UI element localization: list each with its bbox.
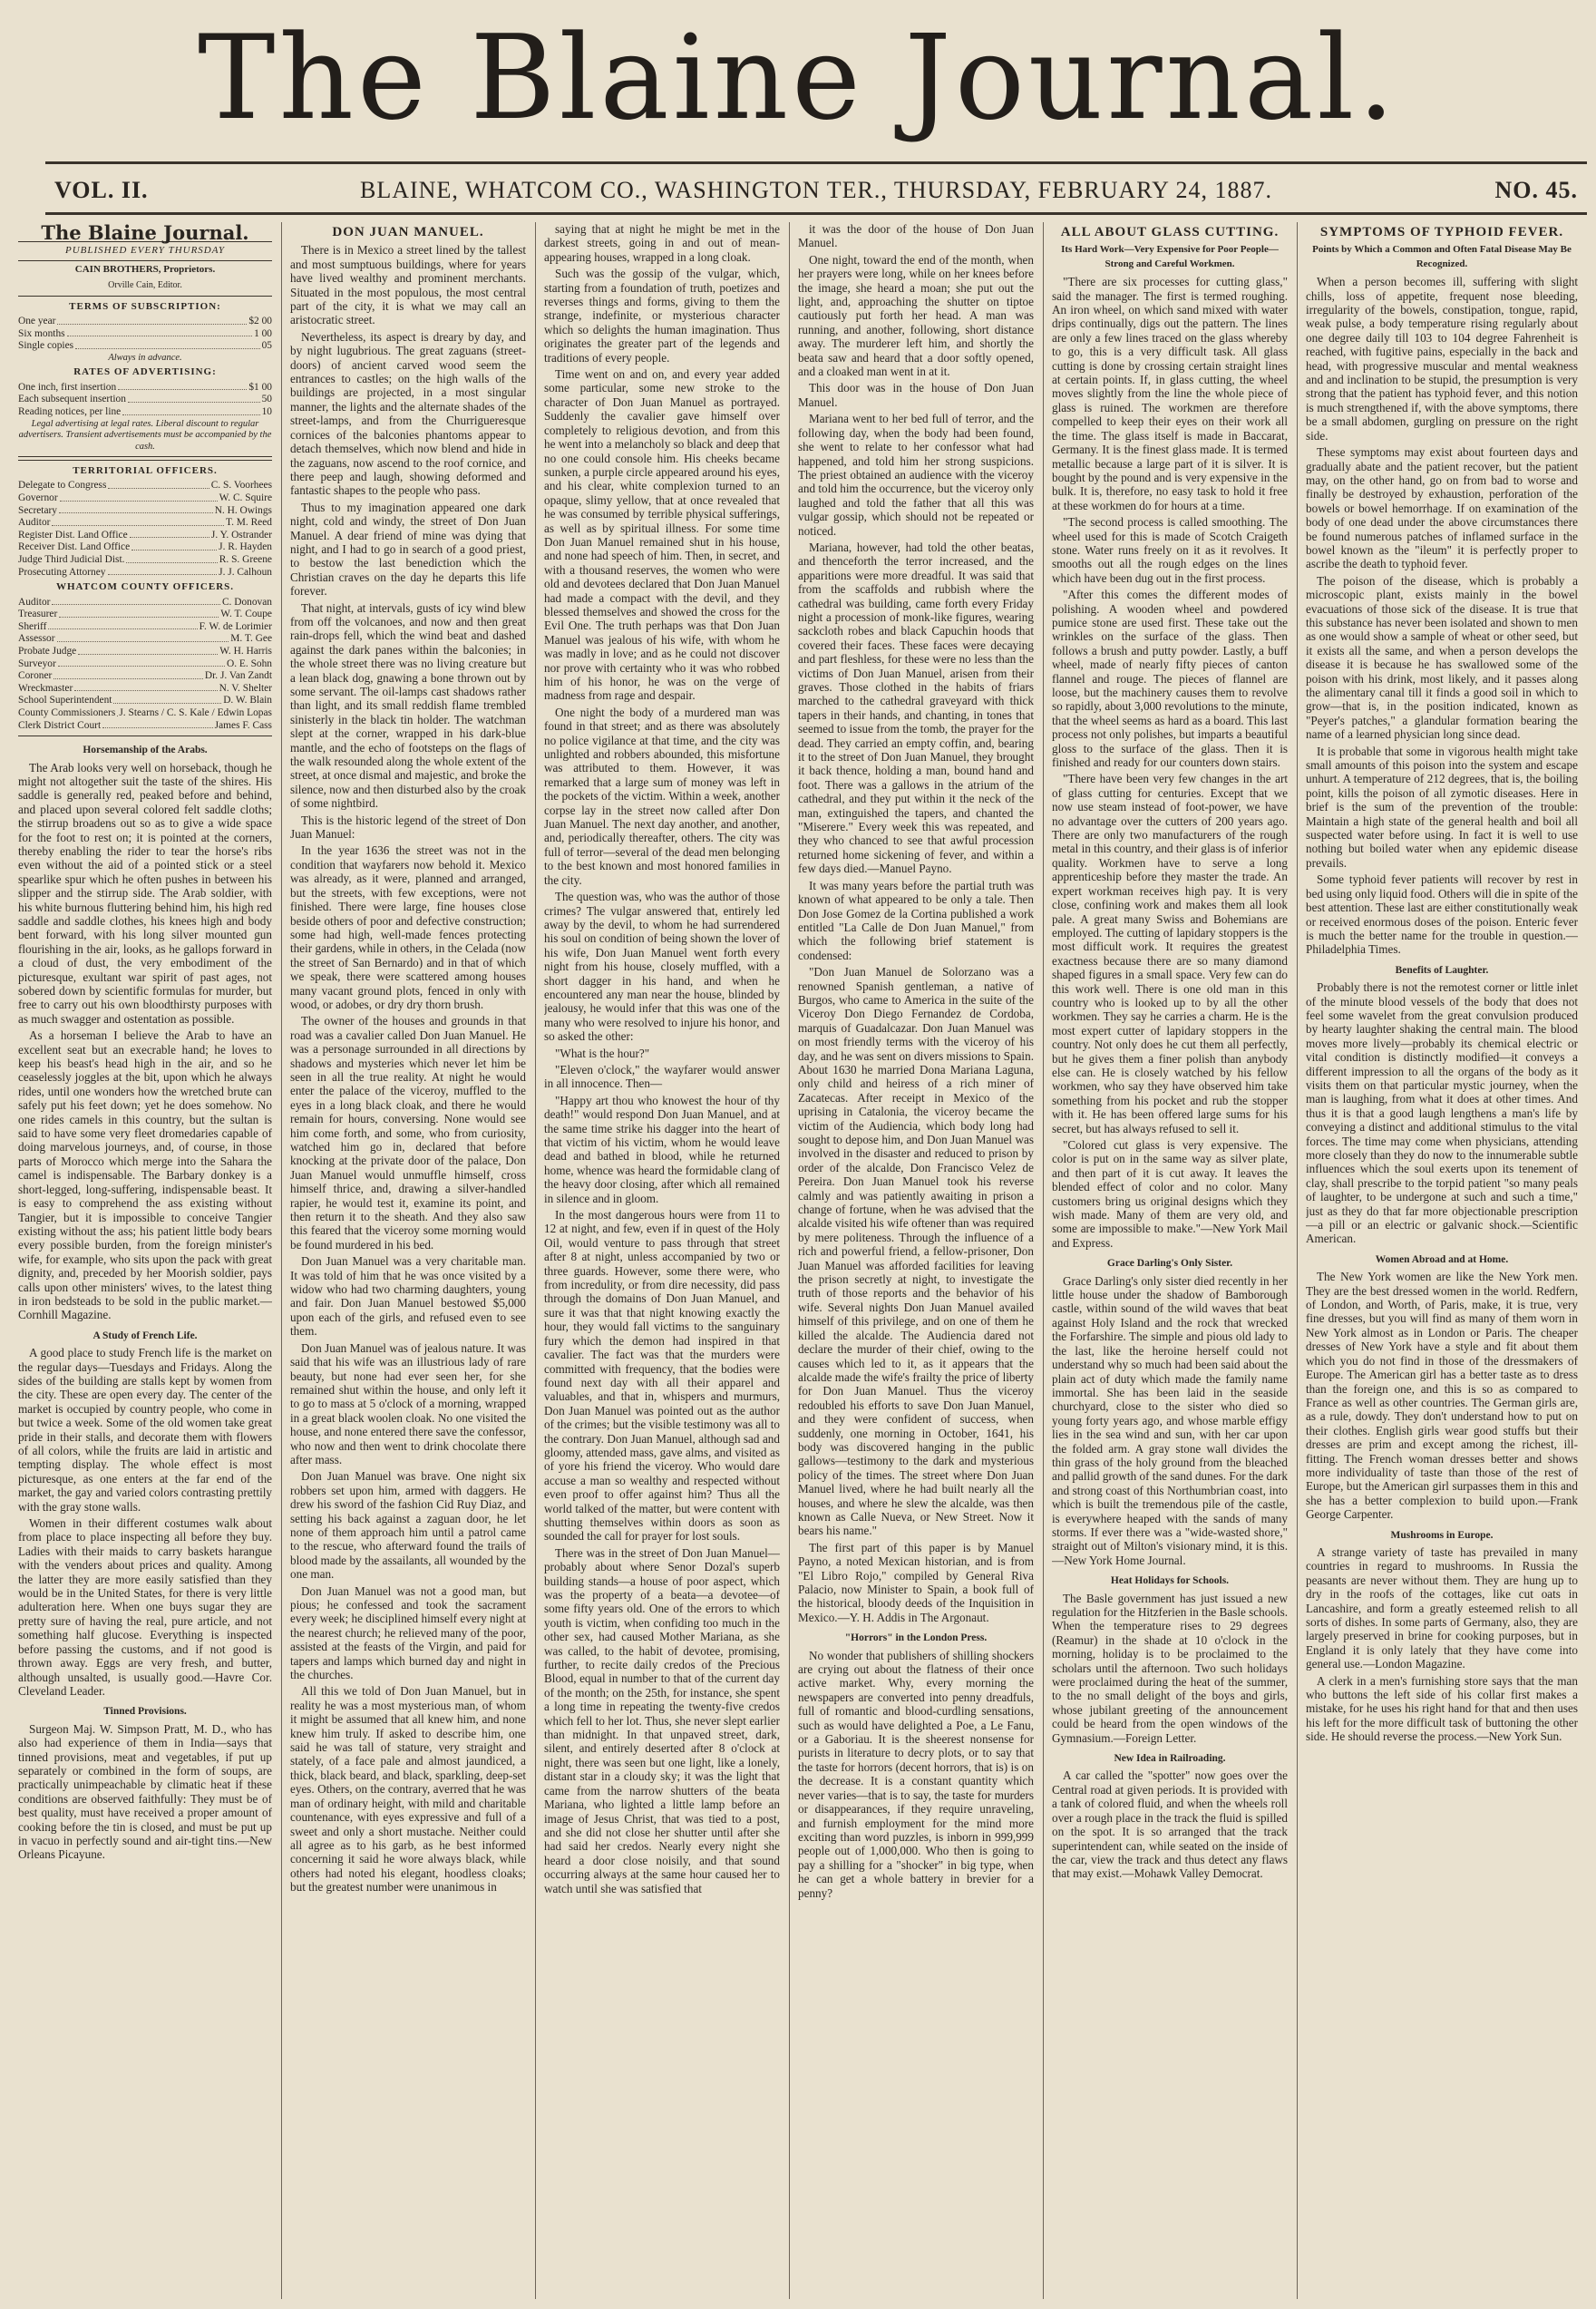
listing-value: J. J. Calhoun xyxy=(219,566,272,578)
county-title: WHATCOM COUNTY OFFICERS. xyxy=(55,581,235,593)
paragraph: All this we told of Don Juan Manuel, but in reality he was a most mysterious man, of whom it might be assumed that all knew him, and none knew him truly. If asked to describe him, one said he was tall of stature, very straight and stately, of a face pale and almost jaundiced, a thick, black beard, and black, sparkling, deep-set eyes. Others, on the contrary, averred that he was man of ordinary height, with mild and charitable countenance, with eyes expressive and full of a sweet and only a short mustache. Neither could all agree as to his garb, as he best informed concerning it said he wore always black, while others had noted his elegant, hoodless cloaks; but the greatest number were unanimous in xyxy=(290,1684,526,1895)
paragraph: Don Juan Manuel was not a good man, but pious; he confessed and took the sacrament every week; he disciplined himself every night at the nearest church; he relieved many of the poor, assisted at the feasts of the Virgin, and paid for tapers and lamps which burned day and night in the churches. xyxy=(290,1583,526,1682)
listing-row xyxy=(18,646,272,658)
leader-dots xyxy=(126,554,217,563)
listing-value: D. W. Blain xyxy=(223,695,272,706)
article-body xyxy=(1052,1592,1288,1745)
listing-value: James F. Cass xyxy=(214,719,272,731)
column-divider xyxy=(281,222,282,2299)
publication-frequency: PUBLISHED EVERY THURSDAY xyxy=(18,241,272,260)
place-and-date: BLAINE, WHATCOM CO., WASHINGTON TER., THURSDAY, FEBRUARY 24, 1887. xyxy=(360,177,1272,203)
listing-value: J. Stearns / C. S. Kale / Edwin Lopas xyxy=(119,706,272,718)
paragraph: Women in their different costumes walk about from place to place inspecting all before they buy. Ladies with their maids to carry baskets harangue with the venders about prices and quality. Among the latter they are more easily satisfied than they would be in the United States, for there is very little adulteration here. When one buys sugar they are pretty sure of having the real, pure article, and not something half glucose. Everything is inspected before passing the customs, and if not good is thrown away. Eggs are very fresh, and butter, although unsalted, is usually good.—Havre Cor. Cleveland Leader. xyxy=(18,1516,272,1698)
paragraph: "After this comes the different modes of polishing. A wooden wheel and powdered pumice stone are used first. These take out the wrinkles on the surface of the glass. Then follows a brush and putty powder. Lastly, a buff wheel, made of nearly fifty pieces of canton flannel and rouge. The pieces of flannel are loose, but the machinery causes them to revolve so rapidly, about 3,000 revolutions to the minute, that the wheel seems as hard as a board. This last process not only polishes, but imparts a beautiful gloss to the surface of the glass. Then it is finished and ready for our counters down stairs. xyxy=(1052,588,1288,770)
paragraph: That night, at intervals, gusts of icy wind blew from off the volcanoes, and now and then great rain-drops fell, which the wind beat and dashed against the dark panes within the balconies; in the whole street there was no living creature but a lean black dog, gnawing a bone thrown out by some servant. The oil-lamps cast shadows rather than light, and its small reddish flame trembled sinisterly in the black tin holder. The watchman slept at the corner, wrapped in his dark-blue mantle, and the echo of footsteps on the flags of the walk resounded along the whole extent of the street, at once dismal and majestic, and broke the silence, now and then disturbed also by the croak of some nightbird. xyxy=(290,600,526,811)
listing-row xyxy=(18,633,272,646)
listing-value: W. H. Harris xyxy=(219,645,272,657)
listing-value: 50 xyxy=(261,394,272,405)
paragraph: No wonder that publishers of shilling shockers are crying out about the flatness of their once active market. Why, every morning the newspapers are converted into penny dreadfuls, full of romantic and blood-curdling sensations, such as would have delighted a Poe, a Le Fanu, or a Gaboriau. It is the sheerest nonsense for purists in literature to decry plots, or to say that the taste for horrors (decent horrors, that is) is on the decrease. It is a constant quantity which never varies—that is to say, the taste for murders or disappearances, if they require unraveling, and furnish employment for the mind more exciting than word puzzles, is inborn in 999,999 people out of 1,000,000. Who then is going to pay a shilling for a "shocker" in big type, when he can get a whole battery in brevier for a penny? xyxy=(798,1648,1034,1900)
listing-label: Treasurer xyxy=(18,609,58,620)
leader-dots xyxy=(57,316,247,325)
editor: Orville Cain, Editor. xyxy=(108,280,182,291)
paragraph: Grace Darling's only sister died recently in her little house under the shadow of Bamborough castle, within sound of the wild waves that beat against Holy Island and the rock that wrecked the Forfarshire. The simple and pious old lady to the last, like the heroine herself could not understand why so much had been said about the plain act of duty which made the family name immortal. She has been laid in the seaside churchyard, close to the sister who died so young forty years ago, and whose marble effigy lies in the sea wind and sun, with her car upon the folded arm. A gray stone wall divides the thin grass of the holy ground from the bleached and pallid growth of the sand dunes. For the dark and strong coast of this Northumbrian coast, into which is built the tremendous pile of the castle, is everywhere heaped with the sands of many storms. If ever there was a "wide-wasted shore," straight out of Milton's visionary mind, it is this.—New York Home Journal. xyxy=(1052,1273,1288,1567)
masthead-rule-bottom xyxy=(45,212,1587,215)
leader-dots xyxy=(54,670,203,679)
listing-row xyxy=(18,382,272,395)
paragraph: There was in the street of Don Juan Manuel—probably about where Senor Dozal's superb building stands—a house of poor aspect, which was the property of a beata—a devotee—of some fifty years old. One of the errors to which youth is victim, when confiding too much in the other sex, had caused Mother Mariana, as she was called, to the habit of devotee, promising, further, to recite daily credos of the Precious Blood, equal in number to that of the current day of the month; on the 25th, for instance, she spent a long time in repeating the twenty-five credos which fell to her lot. Thus, she never slept earlier than midnight. In that unpaved street, dark, silent, and entirely deserted after 8 o'clock at night, there was seen but one light, like a lonely, distant star in a cloudy sky; it was the light that came from the narrow shutters of the beata Mariana, who lighted a little lamp before an image of Jesus Christ, that was tied to a post, and she did not close her shutter until after she had said her credos. Nearly every night she heard a door close noisily, and that sound occurring always at the same hour caused her to watch until she was satisfied that xyxy=(544,1545,780,1895)
listing-label: County Commissioners xyxy=(18,706,116,718)
paragraph: One night the body of a murdered man was found in that street; and as there was absolutely no police vigilance at that time, and the city was unlighted and robbers abounded, this misfortune was attributed to them. However, it was remarked that a large sum of money was left in the pockets of the victim. Within a week, another corpse lay in the street now called after Don Juan Manuel. The next day another, and another, and, periodically thereafter, others. The city was full of terror—several of the dead men belonging to the best known and most honored families in the city. xyxy=(544,705,780,887)
paragraph: Don Juan Manuel was brave. One night six robbers set upon him, armed with daggers. He drew his sword of the fashion Cid Ruy Diaz, and setting his back against a zaguan door, he let none of them approach him until a patrol came to the rescue, who afterward found the trails of blood made by the assailants, all wounded by the one man. xyxy=(290,1469,526,1582)
dateline xyxy=(45,172,1587,209)
listing-label: Auditor xyxy=(18,596,51,608)
paragraph: Some typhoid fever patients will recover by rest in bed using only liquid food. Others will die in spite of the best attention. These last are either constitutionally weak or received enormous doses of the poison. Enteric fever is much the better name for the trouble in question.—Philadelphia Times. xyxy=(1306,872,1578,957)
article-heading: ALL ABOUT GLASS CUTTING. xyxy=(1060,225,1280,239)
paragraph: "Happy art thou who knowest the hour of thy death!" would respond Don Juan Manuel, and at the same time strike his dagger into the heart of that victim of his victim, whom he would leave dead and bathed in blood, while he returned home, whence was heard the formidable clang of the heavy door closing, after which all remained in silence and in gloom. xyxy=(544,1093,780,1205)
listing-value: $2 00 xyxy=(248,316,272,327)
paragraph: "Don Juan Manuel de Solorzano was a renowned Spanish gentleman, a native of Burgos, who came to America in the suite of the Viceroy Don Diego Fernandez de Cordoba, marquis of Guadalcazar. Don Juan Manuel was on most friendly terms with the viceroy of his day, and he was sent on divers missions to Spain. About 1630 he married Dona Mariana Laguna, only child and heiress of a rich miner of Zacatecas. After receipt in Mexico of the uprising in Catalonia, the viceroy became the victim of the Audiencia, which body long had sought to depose him, and Don Juan Manuel was involved in the disaster and reduced to prison by order of the alcalde, Don Francisco Velez de Pereira. Don Juan Manuel took his reverse calmly and was patiently awaiting in prison a change of fortune, when he was advised that the alcalde visited his wife oftener than was required by mere politeness. Through the influence of a rich and powerful friend, a fellow-prisoner, Don Juan Manuel was afforded facilities for leaving the prison secretly at night, to investigate the truth of those reports and the behavior of his wife. Several nights Don Juan Manuel availed himself of this privilege, and on one of them he killed the alcalde. The Audiencia dared not declare the murder of their chief, owing to the causes which led to it, as it appears that the alcalde made the wife's frailty the price of liberty for Don Juan Manuel. Thus the viceroy redoubled his efforts to save Don Juan Manuel, and they were confident of success, when suddenly, one morning in October, 1641, his body was discovered hanging in the public gallows—testimony to the dark and mysterious policy of the times. The street where Don Juan Manuel lived, where he had built nearly all the houses, and where he slew the alcalde, was then known as Calle Nueva, or New Street. Now it bears his name." xyxy=(798,965,1034,1538)
listing-row xyxy=(18,316,272,328)
masthead-rule-top xyxy=(45,161,1587,164)
paragraph: Mariana went to her bed full of terror, and the following day, when the body had been found, she went to relate to her confessor what had happened, and told him her strong suspicions. The priest obtained an audience with the viceroy and told him the occurrence, but the viceroy only laughed and told the father that all this was vulgar gossip, which should not be repeated or noticed. xyxy=(798,412,1034,538)
article-body xyxy=(18,1722,272,1862)
paragraph: Surgeon Maj. W. Simpson Pratt, M. D., who has also had experience of them in India—says that tinned provisions, meat and vegetables, if put up separately or combined in the form of soups, are practically unimpeachable by climatic heat if these conditions are observed faithfully: They must be of best quality, must have received a proper amount of cooking before the tin is closed, and must be put up in vacuo in perfectly sound and air-tight tins.—New Orleans Picayune. xyxy=(18,1721,272,1862)
article-heading: A Study of French Life. xyxy=(92,1330,198,1341)
article-body xyxy=(544,222,780,1895)
listing-value: $1 00 xyxy=(248,381,272,393)
listing-value: F. W. de Lorimier xyxy=(199,620,272,632)
paragraph: The question was, who was the author of those crimes? The vulgar answered that, entirely led away by the devil, to whom he had surrendered his soul on condition of being shown the lover of his wife, Don Juan Manuel went forth every night from his house, closely muffled, with a short dagger in his hand, and when he encountered any man near the house, blinded by jealousy, he would infer that this was one of the many who were resolved to injure his honor, and so asked the other: xyxy=(544,890,780,1044)
leader-dots xyxy=(59,505,213,514)
listing-row xyxy=(18,340,272,353)
paragraph: "Colored cut glass is very expensive. The color is put on in the same way as silver plate, and then part of it is cut away. It leaves the blended effect of color and no color. Many customers bring us original designs which they wish made. Many of them are very old, and some are impossible to make."—New York Mail and Express. xyxy=(1052,1138,1288,1250)
column-3 xyxy=(544,222,780,2299)
leader-dots xyxy=(52,517,224,526)
article-body xyxy=(1052,1274,1288,1568)
territorial-officers xyxy=(18,480,272,579)
article-body xyxy=(798,1649,1034,1900)
listing-label: Assessor xyxy=(18,633,55,645)
listing-value: Dr. J. Van Zandt xyxy=(204,670,272,682)
paragraph: In the year 1636 the street was not in the condition that wayfarers now behold it. Mexico was already, as it were, planned and arranged, but the streets, with few exceptions, were not finished. There were large, fine houses close beside others of poor and defective construction; some had high, well-made fences protecting their gardens, while in others, in the Celada (now the street of San Bernardo) and in that of which we speak, there were scattered among houses many vacant ground plots, fenced in only with wood, or adobes, or dry dry thorn brush. xyxy=(290,843,526,1011)
column-divider xyxy=(789,222,790,2299)
article-heading: New Idea in Railroading. xyxy=(1114,1753,1226,1765)
advertising-title: RATES OF ADVERTISING: xyxy=(73,366,217,378)
leader-dots xyxy=(48,621,197,630)
listing-label: Secretary xyxy=(18,504,58,516)
column-5 xyxy=(1052,222,1288,2299)
listing-label: Reading notices, per line xyxy=(18,405,122,417)
article-body xyxy=(1306,1270,1578,1521)
listing-label: Prosecuting Attorney xyxy=(18,566,106,578)
article-heading: Tinned Provisions. xyxy=(103,1706,187,1718)
article-heading: Grace Darling's Only Sister. xyxy=(1106,1258,1233,1270)
listing-row xyxy=(18,567,272,580)
listing-row xyxy=(18,695,272,707)
paragraph: Mariana, however, had told the other beatas, and thenceforth the terror increased, and the apparitions were more dreadful. It was said that from the scaffolds and rubbish where the cathedral was building, came forth every Friday night a procession of monk-like figures, wearing sackcloth robes and black Capuchin hoods that covered their faces. These faces were decaying and part fleshless, for these were no less than the victims of Don Juan Manuel, arisen from their graves. Those clothed in the habits of friars marched to the cathedral graveyard with thick tapers in their hands, and chanting, in tones that seemed to issue from the tomb, the prayer for the dead. They carried an empty coffin, and, bearing it to the street of Don Juan Manuel, they brought it back thence, holding a man, bound hand and foot. There was a gallows in the atrium of the cathedral, and they put within it the neck of the man, extinguished the tapers, and chanted the "Miserere." Every week this was repeated, and they who chanced to see that awful procession returned home sickening of fever, and within a few days died.—Manuel Payno. xyxy=(798,540,1034,876)
paragraph: One night, toward the end of the month, when her prayers were long, while on her knees before the image, she heard a moan; she put out the light, and, approaching the shutter on tiptoe cautiously put forth her head. A man was running, and another, following, short distance away. The murderer left him, and shortly the beata saw and heard that a door softly opened, and a cloaked man went in at it. xyxy=(798,252,1034,379)
paragraph: "There have been very few changes in the art of glass cutting for centuries. Except that we now use steam instead of foot-power, we have no advantage over the cutters of 200 years ago. There are only two manufacturers of the rough metal in this country, and their glass is of inferior quality. Workmen have to serve a long apprenticeship before they master the trade. An expert workman receives high pay. It is very close, confining work and makes them all look pale. A great many Swiss and Bohemians are employed. The cutting of lapidary stoppers is the most difficult work. It requires the greatest exactness because there are so many diamond shaped figures in a small space. Very few can do this work well. There is one old man in this country who is looked up to by all the other workmen. They say he carries a charm. He is the most expert cutter of lapidary stoppers in the country. Not only does he cut them all perfectly, but he gives them a finer polish than anybody else can. He is closely watched by his fellow workmen, who say they have observed him take something from his pocket and rub the stopper with it. He has been offered large sums for his secret, but has always refused to sell it. xyxy=(1052,772,1288,1135)
paragraph: The Basle government has just issued a new regulation for the Hitzferien in the Basle schools. When the temperature rises to 29 degrees (Reamur) in the shade at 10 o'clock in the morning, holiday is to be proclaimed to the scholars until the afternoon. Two such holidays were proclaimed during the heat of the summer, to the no small delight of the boys and girls, whose jubilant greeting of the announcement could be heard from the open windows of the Gymnasium.—Foreign Letter. xyxy=(1052,1591,1288,1745)
paragraph: Such was the gossip of the vulgar, which, starting from a foundation of truth, poetizes and reverses things and forms, giving to them the strange, indefinite, or mysterious character which so delights the human imagination. Thus originates the greater part of the legends and traditions of every people. xyxy=(544,267,780,365)
column-4 xyxy=(798,222,1034,2299)
article-body xyxy=(18,1346,272,1698)
article-heading: SYMPTOMS OF TYPHOID FEVER. xyxy=(1319,225,1564,239)
leader-dots xyxy=(59,609,219,618)
paragraph: Probably there is not the remotest corner or little inlet of the minute blood vessels of the body that does not feel some wavelet from the great convulsion produced by hearty laughter shaking the central main. The blood moves more lively—probably its chemical electric or vital condition is distinctly modified—it conveys a different impression to all the organs of the body as it visits them on that particular mystic journey, when the man is laughing, from what it does at other times. And thus it is that a good laugh lengthens a man's life by conveying a distinct and additional stimulus to the vital forces. The time may come when physicians, attending more closely than they do now to the innumerable subtle influences which the soul exerts upon its tenement of clay, shall prescribe to the torpid patient "so many peals of laughter, to be undergone at such and such a time," just as they do that far more objectionable prescription—a pill or an electric or galvanic shock.—Scientific American. xyxy=(1306,980,1578,1246)
listing-row xyxy=(18,658,272,671)
leader-dots xyxy=(60,492,218,502)
listing-row xyxy=(18,505,272,518)
volume-number: VOL. II. xyxy=(54,177,149,203)
listing-value: O. E. Sohn xyxy=(227,658,272,669)
listing-row xyxy=(18,394,272,406)
article-heading: Horsemanship of the Arabs. xyxy=(83,745,208,756)
listing-row xyxy=(18,609,272,621)
subscription-rates xyxy=(18,316,272,353)
article-heading: Mushrooms in Europe. xyxy=(1390,1529,1494,1541)
paragraph: Don Juan Manuel was of jealous nature. It was said that his wife was an illustrious lady of rare beauty, but none had ever seen her, for she remained shut within the house, and only left it to go to mass at 5 o'clock of a morning, wrapped in a great black woolen cloak. No one visited the house, and none entered there save the confessor, who now and then went to drink chocolate there after mass. xyxy=(290,1340,526,1466)
article-body xyxy=(290,243,526,1894)
article-body xyxy=(1052,1768,1288,1880)
listing-label: Delegate to Congress xyxy=(18,480,107,492)
listing-label: Receiver Dist. Land Office xyxy=(18,541,131,553)
county-officers xyxy=(18,597,272,733)
paragraph: It is probable that some in vigorous health might take small amounts of this poison into the system and escape unhurt. A temperature of 212 degrees, that is, the boiling point, kills the poison of all zymotic diseases. Here in brief is the sum of the prevention of the trouble: Maintain a high state of the general health and boil all suspected water before using. In fact it is well to use nothing but boiled water when any epidemic disease prevails. xyxy=(1306,744,1578,870)
paragraph: Nevertheless, its aspect is dreary by day, and by night lugubrious. The great zaguans (street-doors) of ancient carved wood seem the entrances to castles; on the high walls of the buildings are projected, in a most singular manner, the lights and the alternate shades of the street-lamps, and from the Churrigueresque cornices of the balconies phantoms appear to detach themselves, which now blend and hide in the zaguans, now ascend to the roof cornice, and there peep and laugh, showing deformed and fantastic shapes to the people who pass. xyxy=(290,329,526,498)
paragraph: Don Juan Manuel was a very charitable man. It was told of him that he was once visited by a widow who had two charming daughters, young and fair. Don Juan Manuel bestowed $5,000 upon each of the girls, and refused even to see them. xyxy=(290,1254,526,1339)
listing-label: Register Dist. Land Office xyxy=(18,529,128,541)
listing-row xyxy=(18,720,272,733)
leader-dots xyxy=(58,658,225,667)
article-heading: Benefits of Laughter. xyxy=(1395,964,1489,976)
column-divider xyxy=(1297,222,1298,2299)
listing-row xyxy=(18,541,272,554)
column-6 xyxy=(1306,222,1578,2299)
listing-label: Probate Judge xyxy=(18,645,77,657)
leader-dots xyxy=(108,567,218,576)
masthead-title: The Blaine Journal. xyxy=(198,11,1398,146)
subscription-title: TERMS OF SUBSCRIPTION: xyxy=(69,300,221,312)
paragraph: There is in Mexico a street lined by the tallest and most sumptuous buildings, where for years have lived wealthy and prominent merchants. Situated in the most populous, the most central part of the city, it is what we may call an aristocratic street. xyxy=(290,243,526,327)
listing-value: M. T. Gee xyxy=(230,633,272,645)
listing-value: 05 xyxy=(261,340,272,352)
article-body xyxy=(798,222,1034,1624)
article-body xyxy=(1306,1545,1578,1744)
article-subheading: Points by Which a Common and Often Fatal Disease May Be Recognized. xyxy=(1312,244,1572,269)
listing-row xyxy=(18,554,272,567)
article-body xyxy=(1306,275,1578,957)
leader-dots xyxy=(118,382,247,391)
article-heading: "Horrors" in the London Press. xyxy=(844,1632,988,1644)
paragraph: This door was in the house of Don Juan Manuel. xyxy=(798,381,1034,409)
leader-dots xyxy=(122,406,259,415)
listing-row xyxy=(18,621,272,634)
paragraph: "What is the hour?" xyxy=(555,1046,650,1060)
leader-dots xyxy=(128,394,260,403)
listing-row xyxy=(18,328,272,341)
paragraph: The New York women are like the New York men. They are the best dressed women in the world. Redfern, of London, and Worth, of Paris, make, it is true, very fine dresses, but you will find as many of them worn in New York almost as in London or Paris. The cheaper dresses of New York have a style and fit about them which you do not find in those of the dressmakers of Europe. The American girl has a better taste as to dress than the foreign one, and this is so as compared to France as well as other countries. The German girls are, as a rule, dowdy. They don't understand how to put on their clothes. English girls wear good stuffs but their dresses are prim and except among the richest, ill-fitting. The French woman dresses better and shows more individuality of taste than those of the rest of Europe, but the American girl surpasses them in this and she has a better complexion to build upon.—Frank George Carpenter. xyxy=(1306,1270,1578,1522)
listing-row xyxy=(18,480,272,492)
listing-label: Each subsequent insertion xyxy=(18,394,126,405)
paragraph: it was the door of the house of Don Juan Manuel. xyxy=(798,222,1034,250)
article-subheading: Its Hard Work—Very Expensive for Poor People—Strong and Careful Workmen. xyxy=(1061,244,1279,269)
paragraph: "There are six processes for cutting glass," said the manager. The first is termed roughing. An iron wheel, on which sand mixed with water drips continually, digs out the pattern. The lines are only a few lines traced on the glass whereby to go, this is a very difficult task. All glass cutting is done by crossing certain straight lines at certain points. If, in glass cutting, the wheel moves slightly from the line the whole piece of glass is ruined. The workmen are therefore compelled to keep their eyes on their work all the time. The glass itself is made in Baccarat, Germany. It is the finest glass made. It is termed metallic because a large part of it is silver. It is bought by the pound and is very expensive in the bulk. It is, therefore, no easy task to hold it free at these workmen do for hours at a time. xyxy=(1052,275,1288,512)
leader-dots xyxy=(74,683,217,692)
listing-row xyxy=(18,406,272,419)
paragraph: It was many years before the partial truth was known of what appeared to be only a tale. Then Don Jose Gomez de la Cortina published a work entitled "La Calle de Don Juan Manuel," from which the following brief statement is condensed: xyxy=(798,878,1034,962)
paragraph: saying that at night he might be met in the darkest streets, going in and out of mean-appearing houses, wrapped in a long cloak. xyxy=(544,222,780,264)
leader-dots xyxy=(130,530,209,539)
leader-dots xyxy=(108,480,209,489)
article-heading: Women Abroad and at Home. xyxy=(1375,1253,1509,1265)
listing-row xyxy=(18,492,272,505)
column-1 xyxy=(18,222,272,2299)
listing-label: School Superintendent xyxy=(18,695,112,706)
listing-label: Clerk District Court xyxy=(18,719,102,731)
listing-row xyxy=(18,597,272,609)
paragraph: When a person becomes ill, suffering with slight chills, loss of appetite, frequent nose bleeding, irregularity of the bowels, constipation, tongue, rapid, weak pulse, a body temperature rising regularly about one degree daily till 103 to 104 degree Fahrenheit is reached, with fugitive pains, especially in the back and head, with progressive muscular and mental weakness and and inclination to be stupid, the presumption is very strong that the patient has typhoid fever, and this notion is much strengthened if, with the above symptoms, there be a small abdomen, gurgling on pressure on the right side. xyxy=(1306,275,1578,443)
listing-row xyxy=(18,517,272,530)
listing-label: Judge Third Judicial Dist. xyxy=(18,553,125,565)
listing-value: N. V. Shelter xyxy=(219,682,272,694)
listing-row xyxy=(18,530,272,542)
listing-label: One year xyxy=(18,316,56,327)
listing-row xyxy=(18,670,272,683)
listing-label: Single copies xyxy=(18,340,74,352)
leader-dots xyxy=(57,633,229,642)
leader-dots xyxy=(52,597,220,606)
listing-row xyxy=(18,707,272,720)
listing-value: 1 00 xyxy=(254,327,272,339)
paragraph: A strange variety of taste has prevailed in many countries in regard to mushrooms. In Russia the peasants are never without them. They are hung up to dry in the roofs of the cottages, like cut oats in Lancashire, and form a greatly esteemed relish to all sorts of dishes. In some parts of Germany, also, they are largely preserved in brine for cooking purposes, but in England it is only lately that they have come into general use.—London Magazine. xyxy=(1306,1544,1578,1671)
listing-value: R. S. Greene xyxy=(219,553,272,565)
paragraph: Thus to my imagination appeared one dark night, cold and windy, the street of Don Juan Manuel. A dear friend of mine was dying that night, and I had to go in search of a good priest, to bestow the last benediction which the Christian craves on the day he departs this life forever. xyxy=(290,500,526,599)
paragraph: A clerk in a men's furnishing store says that the man who buttons the left side of his collar first makes a mistake, for he uses his right hand for that and then uses his left for the more difficult task of buttoning the other side. He should reverse the process.—New York Sun. xyxy=(1306,1673,1578,1744)
article-heading: DON JUAN MANUEL. xyxy=(332,225,484,239)
column-2 xyxy=(290,222,526,2299)
subscription-note: Always in advance. xyxy=(108,352,182,363)
listing-label: Coroner xyxy=(18,670,53,682)
paper-title: The Blaine Journal. xyxy=(41,222,249,244)
leader-dots xyxy=(131,541,217,550)
listing-value: C. S. Voorhees xyxy=(210,480,272,492)
listing-value: C. Donovan xyxy=(221,596,272,608)
article-body xyxy=(1306,980,1578,1246)
officers-box xyxy=(18,460,272,736)
article-body xyxy=(1052,275,1288,1250)
listing-value: N. H. Owings xyxy=(214,504,272,516)
paragraph: A good place to study French life is the market on the regular days—Tuesdays and Fridays. Along the sides of the building are stalls kept by women from the city. These are open every day. The center of the market is occupied by country people, who come in but twice a week. Some of the old women take great pride in their stalls, and decorate them with flowers of all colors, while the fruits are laid in artistic and tempting display. The whole effect is most picturesque, as one enters at the far end of the market, the gay and varied colors contrasting prettily with the gray stone walls. xyxy=(18,1346,272,1514)
paragraph: "The second process is called smoothing. The wheel used for this is made of Scotch Craigeth stone. Water runs freely on it as it revolves. It smooths out all the rough edges on the lines which have been dug out in the first process. xyxy=(1052,515,1288,585)
subscription-box xyxy=(18,296,272,457)
paragraph: As a horseman I believe the Arab to have an excellent seat but an execrable hand; he loves to keep his beast's head high in the air, and so he ceaselessly joggles at the bit, upon which he always rides, until one wonders how the wretched brute can safely put his feet down; yet he does somehow. No one rides camels in this country, but the sultan is said to have some very fleet dromedaries capable of doing marvelous journeys, and, of course, in those parts of Morocco which merge into the Sahara the camel is indispensable. The Barbary donkey is a short-legged, long-suffering, indispensable beast. It is easy to comprehend the ass existing without Tangier, but it is impossible to conceive Tangier existing without the ass; his patient little body bears every possible burden, from the foreign minister's wife, for example, who sits upon the pack with great dignity, and, preceded by her Moorish soldier, pays calls upon other ministers' wives, to the latest thing in iron bedsteads to be sold in the public market.—Cornhill Magazine. xyxy=(18,1028,272,1322)
paragraph: In the most dangerous hours were from 11 to 12 at night, and few, even if in quest of the Holy Oil, would venture to pass through that street after 8 at night, unless accompanied by two or three guards. However, some there were, who from incredulity, or from dire necessity, did pass through the domains of Don Juan Manuel, and sure it was that that night knowing exactly the hour, they would fall victims to the sanguinary fury which the demon had inspired in that cavalier. The fact was that the murders were committed with frequency, that the bodies were found next day with all their apparel and valuables, and that in, whispers and murmurs, Don Juan Manuel was pointed out as the author of the crimes; but the visible testimony was all to the contrary. Don Juan Manuel, although sad and gloomy, attended mass, gave alms, and visited as of yore his friend the viceroy. Who would dare accuse a man so wealthy and respected without even proof to offer against him? Thus all the world talked of the matter, but were content with shutting themselves within doors as soon as sounded the call for prayer for lost souls. xyxy=(544,1208,780,1544)
paragraph: These symptoms may exist about fourteen days and gradually abate and the patient recover, but the patient may, on the other hand, go on from bad to worse and finally be destroyed by exhaustion, perforation of the bowels or bowel hemorrhage. If on examination of the body of one dead under the above circumstances there be found numerous patches of inflamed surface in the bowel known as the "ileum" it is perfectly proper to ascribe the death to typhoid fever. xyxy=(1306,445,1578,571)
listing-row xyxy=(18,683,272,696)
listing-label: Governor xyxy=(18,492,58,503)
column-divider xyxy=(1043,222,1044,2299)
paragraph: The Arab looks very well on horseback, though he might not altogether suit the taste of the shires. His saddle is generally red, peaked before and behind, and placed upon several colored felt saddle cloths; the stirrup broadens out so as to give a wide space for the foot to rest on; it is pointed at the corners, thereby enabling the rider to tear the horse's ribs even without the aid of a pointed stick or a steel spearlike spur which he often pushes in between his slipper and the stirrup side. The Arab soldier, with his white burnous fluttering behind him, his high red saddle and saddle clothes, his knees high and body bent forward, with his long silver mounted gun flourishing in the air, looks, as he gallops forward in a cloud of dust, the very embodiment of the picturesque, exultant war spirit of past ages, not sobered down by scientific formulas for murder, but free to carry out his own bloodthirsty purposes with as much swagger and ostentation as possible. xyxy=(18,760,272,1026)
paragraph: The first part of this paper is by Manuel Payno, a noted Mexican historian, and is from "El Libro Rojo," compiled by General Riva Palacio, now Minister to Spain, a book full of the historical, bloody deeds of the Inquisition in Mexico.—Y. H. Addis in The Argonaut. xyxy=(798,1540,1034,1624)
listing-label: Sheriff xyxy=(18,620,47,632)
leader-dots xyxy=(67,328,252,337)
column-divider xyxy=(535,222,536,2299)
advertising-rates xyxy=(18,382,272,419)
leader-dots xyxy=(102,720,213,729)
listing-label: Surveyor xyxy=(18,658,56,669)
listing-value: 10 xyxy=(261,405,272,417)
paragraph: "Eleven o'clock," the wayfarer would answer in all innocence. Then— xyxy=(544,1062,780,1091)
leader-dots xyxy=(75,340,260,349)
issue-number: NO. 45. xyxy=(1494,177,1578,203)
paragraph: Time went on and on, and every year added some particular, some new stroke to the character of Don Juan Manuel as portrayed. Suddenly the cavalier gave himself over completely to religious devotion, and from this he went into a melancholy so black and deep that no one could console him. His cheeks became sunken, a purple circle appeared around his eyes, and his clear, white complexion turned to an opaque, slimy yellow, that at once revealed that he was consumed by terrible physical sufferings, as well as by spiritual illness. For some time Don Juan Manuel remained shut in his house, and none had speech of him. Then, in secret, and with a thousand reserves, the women who were old and devotees declared that Don Juan Manuel had made a compact with the devil, and they blessed themselves and showed the cross for the Evil One. The truth perhaps was that Don Juan Manuel was jealous of his wife, with whom he was madly in love; and as he could not discover nor prove with certainty who it was who robbed him of his honor, he was on the verge of madness from rage and despair. xyxy=(544,367,780,703)
listing-value: J. R. Hayden xyxy=(219,541,272,553)
listing-label: Auditor xyxy=(18,517,51,529)
listing-label: Wreckmaster xyxy=(18,682,73,694)
proprietors: CAIN BROTHERS, Proprietors. xyxy=(74,263,216,275)
listing-value: J. Y. Ostrander xyxy=(210,529,272,541)
listing-value: W. C. Squire xyxy=(219,492,272,503)
territorial-title: TERRITORIAL OFFICERS. xyxy=(73,465,218,476)
listing-value: T. M. Reed xyxy=(225,517,272,529)
leader-dots xyxy=(113,695,221,704)
paragraph: This is the historic legend of the street of Don Juan Manuel: xyxy=(290,813,526,842)
listing-label: One inch, first insertion xyxy=(18,381,117,393)
paragraph: The poison of the disease, which is probably a microscopic plant, exists mainly in the bowel evacuations of those sick of the disease. It is true that this substance has never been isolated and shown to men as one would show a sample of wheat or other seed, but it exists all the same, and when a person develops the disease it is because he has swallowed some of the poison with his drink, most likely, and it passes along the alimentary canal till it finds a good soil in which to grow—that is, in the position indicated, known as "Peyer's patches," a glandular formation bearing the name of a learned physician long since dead. xyxy=(1306,573,1578,742)
listing-value: W. T. Coupe xyxy=(220,609,272,620)
leader-dots xyxy=(78,646,218,655)
article-heading: Heat Holidays for Schools. xyxy=(1110,1575,1230,1587)
listing-label: Six months xyxy=(18,327,65,339)
paragraph: A car called the "spotter" now goes over the Central road at given periods. It is provided with a tank of colored fluid, and when the wheels roll over a rough place in the track the fluid is spilled on the spot. It is so arranged that the track superintendent can, while seated on the inside of the car, view the track and thus detect any flaws that may exist.—Mohawk Valley Democrat. xyxy=(1052,1768,1288,1881)
paragraph: The owner of the houses and grounds in that road was a cavalier called Don Juan Manuel. He was a personage surrounded in all directions by shadows and mysteries which never let him be seen in all the true reality. At night he would enter the palace of the viceroy, muffled to the eyes in a long black cloak, and there he would remain for hours, conversing. None would see him come forth, and some, who from curiosity, watched him go in, declared that before knocking at the private door of the palace, Don Juan Manuel would unmuffle himself, cross himself thrice, and, drawing a silver-handled rapier, he would test it, examine its point, and then return it to the sheath. And they also saw this feared that the viceroy some morning would be found murdered in his bed. xyxy=(290,1014,526,1252)
advertising-notes: Legal advertising at legal rates. Liberal discount to regular advertisers. Transient advertisements must be accompanied by the cash. xyxy=(18,418,272,452)
article-body xyxy=(18,761,272,1322)
